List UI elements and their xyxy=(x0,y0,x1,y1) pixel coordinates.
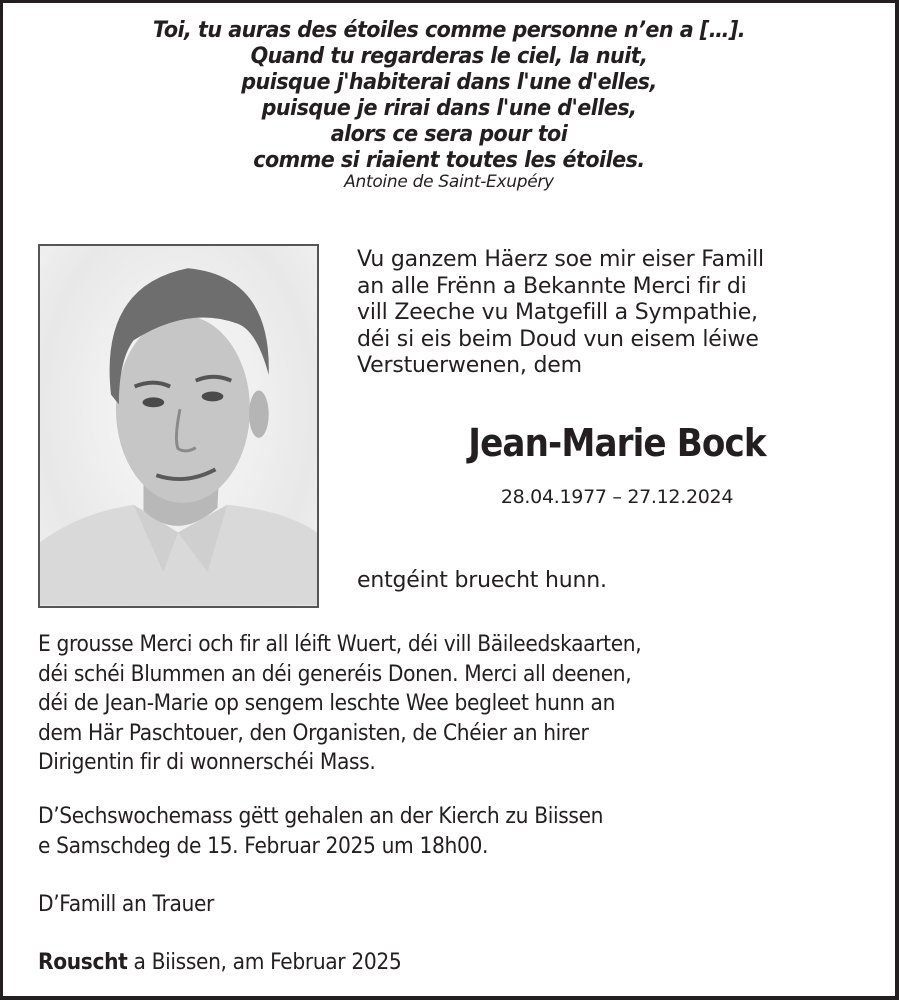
quote-line: puisque j'habiterai dans l'une d'elles, xyxy=(241,69,657,95)
place-town: Rouscht xyxy=(38,950,128,975)
mass-line: D’Sechswochemass gëtt gehalen an der Kierch zu Biissen xyxy=(38,804,604,829)
quote-line: puisque je rirai dans l'une d'elles, xyxy=(261,95,637,121)
intro-text xyxy=(357,247,877,380)
closing-line: entgéint bruecht hunn. xyxy=(357,568,607,593)
thanks-line: déi de Jean-Marie op sengem leschte Wee begleet hunn an xyxy=(38,691,616,716)
place-rest: a Biissen, am Februar 2025 xyxy=(127,950,402,975)
family-signature: D’Famill an Trauer xyxy=(38,892,214,917)
portrait-photo xyxy=(38,244,319,608)
mass-line: e Samschdeg de 15. Februar 2025 um 18h00. xyxy=(38,833,489,859)
life-dates: 28.04.1977 – 27.12.2024 xyxy=(500,486,734,508)
face-shape xyxy=(116,316,250,503)
quote-author: Antoine de Saint-Exupéry xyxy=(344,172,554,192)
intro-line: an alle Frënn a Bekannte Merci fir di xyxy=(357,273,747,299)
left-eye xyxy=(143,397,165,407)
deceased-name: Jean-Marie Bock xyxy=(468,421,766,465)
quote-line: comme si riaient toutes les étoiles. xyxy=(253,147,645,173)
thanks-line: déi schéi Blummen an déi generéis Donen. Merci all deenen, xyxy=(38,661,632,687)
quote-line: Toi, tu auras des étoiles comme personne n’en a […]. xyxy=(152,17,746,43)
mass-announcement xyxy=(38,802,888,861)
thanks-line: dem Här Paschtouer, den Organisten, de Chéier an hirer xyxy=(38,720,589,746)
thanks-line: E grousse Merci och fir all léift Wuert, déi vill Bäileedskaarten, xyxy=(38,632,642,657)
intro-line: Verstuerwenen, dem xyxy=(357,353,582,378)
thanks-line: Dirigentin fir di wonnerschéi Mass. xyxy=(38,750,376,775)
right-eye xyxy=(202,391,224,401)
quote-block xyxy=(3,17,895,193)
thanks-paragraph xyxy=(38,630,888,778)
ear-shape xyxy=(249,391,269,438)
quote-line: alors ce sera pour toi xyxy=(330,121,568,147)
obituary-notice xyxy=(3,3,895,996)
quote-line: Quand tu regarderas le ciel, la nuit, xyxy=(250,43,648,69)
intro-line: déi si eis beim Doud vun eisem léiwe xyxy=(357,326,759,352)
intro-line: Vu ganzem Häerz soe mir eiser Famill xyxy=(357,247,764,272)
portrait-illustration xyxy=(40,246,317,606)
intro-line: vill Zeeche vu Matgefill a Sympathie, xyxy=(357,300,758,325)
place-date xyxy=(38,950,401,975)
